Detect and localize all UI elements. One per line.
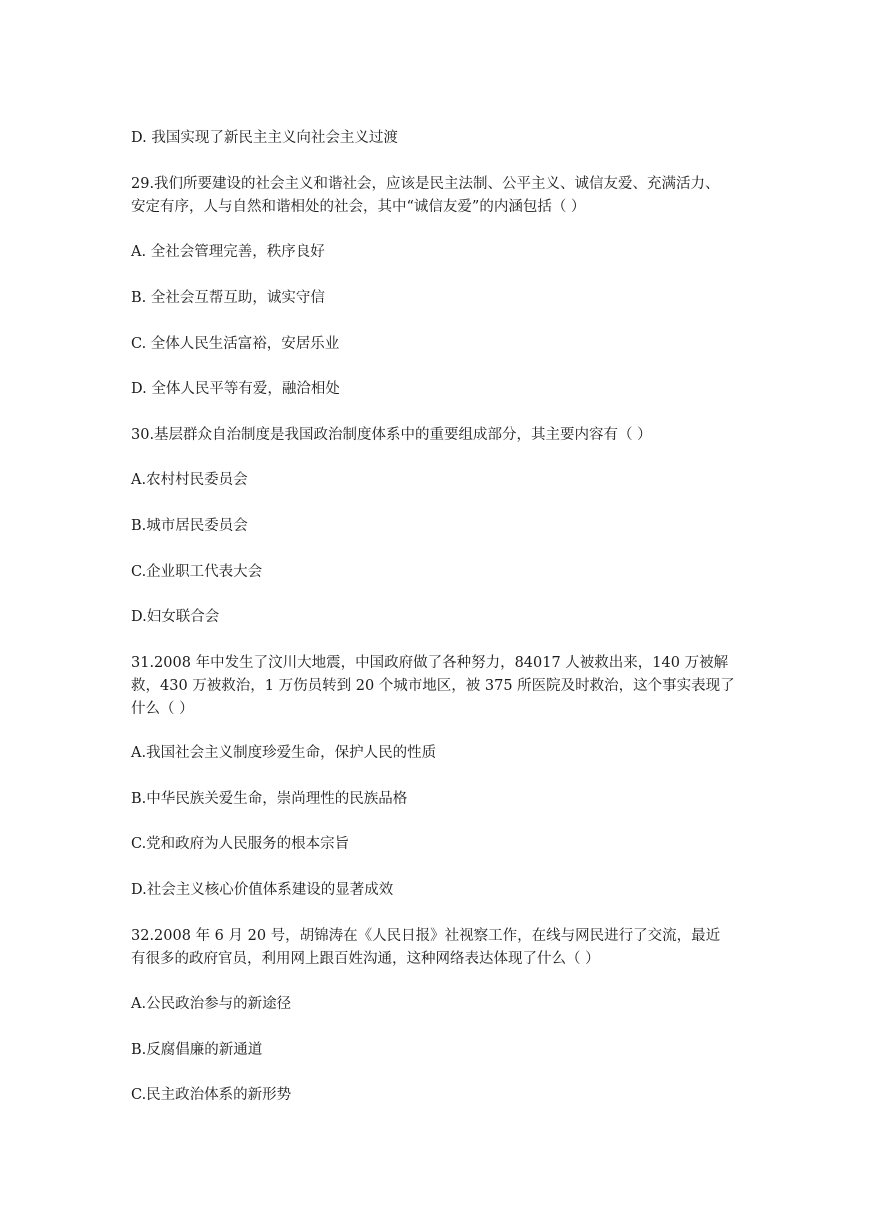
q31-option-b: B.中华民族关爱生命，崇尚理性的民族品格 bbox=[131, 791, 408, 807]
q29-option-b: B. 全社会互帮互助，诚实守信 bbox=[131, 290, 325, 306]
q32-stem-line-1: 32.2008 年 6 月 20 号，胡锦涛在《人民日报》社视察工作，在线与网民进行了交流，最近 bbox=[131, 928, 721, 944]
q31-stem-line-3: 什么（ ） bbox=[131, 701, 194, 717]
q32-option-a: A.公民政治参与的新途径 bbox=[131, 996, 292, 1012]
q31-option-c: C.党和政府为人民服务的根本宗旨 bbox=[131, 836, 350, 852]
q29-stem-line-1: 29.我们所要建设的社会主义和谐社会，应该是民主法制、公平主义、诚信友爱、充满活力、 bbox=[131, 176, 720, 192]
q28-option-d: D. 我国实现了新民主主义向社会主义过渡 bbox=[131, 130, 398, 146]
q30-option-d: D.妇女联合会 bbox=[131, 609, 220, 625]
q32-stem-line-2: 有很多的政府官员，利用网上跟百姓沟通，这种网络表达体现了什么（ ） bbox=[131, 951, 600, 967]
q29-option-d: D. 全体人民平等有爱，融洽相处 bbox=[131, 381, 340, 397]
q29-option-c: C. 全体人民生活富裕，安居乐业 bbox=[131, 336, 340, 352]
q30-option-a: A.农村村民委员会 bbox=[131, 472, 248, 488]
q29-stem-line-2: 安定有序，人与自然和谐相处的社会，其中“诚信友爱”的内涵包括（ ） bbox=[131, 199, 586, 215]
q31-stem-line-1: 31.2008 年中发生了汶川大地震，中国政府做了各种努力，84017 人被救出来，140 万被解 bbox=[131, 655, 729, 671]
q30-option-c: C.企业职工代表大会 bbox=[131, 564, 263, 580]
q31-option-a: A.我国社会主义制度珍爱生命，保护人民的性质 bbox=[131, 745, 437, 761]
q29-option-a: A. 全社会管理完善，秩序良好 bbox=[131, 244, 325, 260]
q32-option-c: C.民主政治体系的新形势 bbox=[131, 1087, 292, 1103]
q31-stem-line-2: 救，430 万被救治，1 万伤员转到 20 个城市地区，被 375 所医院及时救治，这个事实表现了 bbox=[131, 678, 735, 694]
q30-stem: 30.基层群众自治制度是我国政治制度体系中的重要组成部分，其主要内容有（ ） bbox=[131, 427, 652, 443]
q31-option-d: D.社会主义核心价值体系建设的显著成效 bbox=[131, 882, 394, 898]
q30-option-b: B.城市居民委员会 bbox=[131, 518, 248, 534]
q32-option-b: B.反腐倡廉的新通道 bbox=[131, 1042, 263, 1058]
